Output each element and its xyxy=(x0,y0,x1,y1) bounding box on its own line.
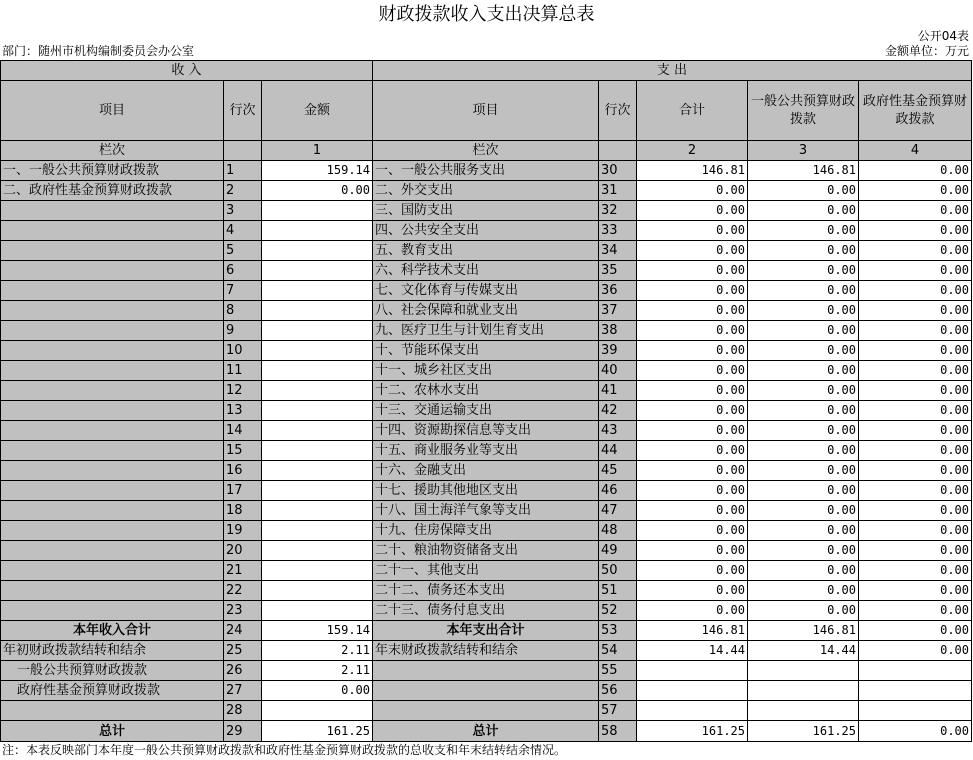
line-number: 27 xyxy=(224,681,262,701)
line-number: 9 xyxy=(224,321,262,341)
line-number: 39 xyxy=(599,341,637,361)
expense-item: 十四、资源勘探信息等支出 xyxy=(373,421,599,441)
expense-item: 十二、农林水支出 xyxy=(373,381,599,401)
carry-in-general-label: 一般公共预算财政拨款 xyxy=(1,661,224,681)
line-number: 26 xyxy=(224,661,262,681)
income-amount xyxy=(262,561,373,581)
expense-general: 0.00 xyxy=(748,481,859,501)
expense-fund: 0.00 xyxy=(859,581,972,601)
expense-item: 十八、国土海洋气象等支出 xyxy=(373,501,599,521)
line-number: 43 xyxy=(599,421,637,441)
table-row xyxy=(1,561,972,581)
expense-fund: 0.00 xyxy=(859,441,972,461)
expense-fund: 0.00 xyxy=(859,281,972,301)
expense-item: 八、社会保障和就业支出 xyxy=(373,301,599,321)
line-number: 3 xyxy=(224,201,262,221)
line-number: 58 xyxy=(599,721,637,742)
expense-item: 七、文化体育与传媒支出 xyxy=(373,281,599,301)
line-number: 30 xyxy=(599,161,637,181)
line-number: 12 xyxy=(224,381,262,401)
expense-item: 十三、交通运输支出 xyxy=(373,401,599,421)
carry-in-fund-amount: 0.00 xyxy=(262,681,373,701)
expense-total-fund: 0.00 xyxy=(859,621,972,641)
col-general-header: 一般公共预算财政拨款 xyxy=(748,81,859,141)
line-number: 11 xyxy=(224,361,262,381)
income-total-amount: 159.14 xyxy=(262,621,373,641)
expense-item: 二十三、债务付息支出 xyxy=(373,601,599,621)
carry-out-fund: 0.00 xyxy=(859,641,972,661)
carry-out-general: 14.44 xyxy=(748,641,859,661)
income-header: 收 入 xyxy=(1,61,373,81)
income-amount xyxy=(262,261,373,281)
expense-fund: 0.00 xyxy=(859,601,972,621)
expense-fund: 0.00 xyxy=(859,361,972,381)
income-amount xyxy=(262,601,373,621)
income-amount xyxy=(262,381,373,401)
carry-in-general-amount: 2.11 xyxy=(262,661,373,681)
income-item xyxy=(1,281,224,301)
expense-total: 0.00 xyxy=(637,281,748,301)
carry-in-label: 年初财政拨款结转和结余 xyxy=(1,641,224,661)
carry-out-total: 14.44 xyxy=(637,641,748,661)
line-number: 13 xyxy=(224,401,262,421)
income-amount xyxy=(262,581,373,601)
expense-item: 十七、援助其他地区支出 xyxy=(373,481,599,501)
grand-total-fund: 0.00 xyxy=(859,721,972,742)
expense-total: 0.00 xyxy=(637,361,748,381)
line-number: 42 xyxy=(599,401,637,421)
expense-fund: 0.00 xyxy=(859,561,972,581)
line-number: 44 xyxy=(599,441,637,461)
income-item xyxy=(1,301,224,321)
line-number: 46 xyxy=(599,481,637,501)
line-number: 5 xyxy=(224,241,262,261)
table-row xyxy=(1,201,972,221)
expense-general: 0.00 xyxy=(748,321,859,341)
expense-fund: 0.00 xyxy=(859,521,972,541)
expense-item: 四、公共安全支出 xyxy=(373,221,599,241)
expense-total: 0.00 xyxy=(637,481,748,501)
line-number: 2 xyxy=(224,181,262,201)
income-amount: 0.00 xyxy=(262,181,373,201)
income-item xyxy=(1,521,224,541)
income-total-label: 本年收入合计 xyxy=(1,621,224,641)
line-number: 6 xyxy=(224,261,262,281)
expense-item: 十六、金融支出 xyxy=(373,461,599,481)
income-amount xyxy=(262,221,373,241)
expense-total: 0.00 xyxy=(637,541,748,561)
income-amount xyxy=(262,341,373,361)
table-row xyxy=(1,341,972,361)
income-item: 二、政府性基金预算财政拨款 xyxy=(1,181,224,201)
table-row xyxy=(1,501,972,521)
expense-item: 十、节能环保支出 xyxy=(373,341,599,361)
income-item xyxy=(1,501,224,521)
expense-total: 0.00 xyxy=(637,601,748,621)
table-row xyxy=(1,441,972,461)
table-row xyxy=(1,421,972,441)
expense-general: 0.00 xyxy=(748,361,859,381)
line-number: 34 xyxy=(599,241,637,261)
expense-total: 0.00 xyxy=(637,441,748,461)
expense-total: 0.00 xyxy=(637,381,748,401)
expense-total-amount: 146.81 xyxy=(637,621,748,641)
carry-in-amount: 2.11 xyxy=(262,641,373,661)
line-number: 10 xyxy=(224,341,262,361)
expense-general: 0.00 xyxy=(748,341,859,361)
income-item xyxy=(1,601,224,621)
expense-general: 0.00 xyxy=(748,521,859,541)
expense-total: 0.00 xyxy=(637,201,748,221)
table-row xyxy=(1,541,972,561)
line-number: 53 xyxy=(599,621,637,641)
expense-general: 0.00 xyxy=(748,241,859,261)
income-amount xyxy=(262,481,373,501)
line-number: 40 xyxy=(599,361,637,381)
line-number: 20 xyxy=(224,541,262,561)
income-amount xyxy=(262,501,373,521)
expense-total: 0.00 xyxy=(637,521,748,541)
expense-item: 十一、城乡社区支出 xyxy=(373,361,599,381)
col-index-1: 1 xyxy=(262,141,373,161)
expense-fund: 0.00 xyxy=(859,161,972,181)
expense-general: 146.81 xyxy=(748,161,859,181)
expense-item: 一、一般公共服务支出 xyxy=(373,161,599,181)
expense-general: 0.00 xyxy=(748,221,859,241)
income-item xyxy=(1,541,224,561)
expense-fund: 0.00 xyxy=(859,181,972,201)
expense-total-general: 146.81 xyxy=(748,621,859,641)
income-item xyxy=(1,421,224,441)
line-number: 8 xyxy=(224,301,262,321)
report-title: 财政拨款收入支出决算总表 xyxy=(378,4,595,25)
expense-fund: 0.00 xyxy=(859,481,972,501)
line-number: 17 xyxy=(224,481,262,501)
expense-total-label: 本年支出合计 xyxy=(373,621,599,641)
line-number: 16 xyxy=(224,461,262,481)
line-number: 19 xyxy=(224,521,262,541)
income-item xyxy=(1,581,224,601)
expense-total: 0.00 xyxy=(637,321,748,341)
footnote: 注：本表反映部门本年度一般公共预算财政拨款和政府性基金预算财政拨款的总收支和年末结转结余情况。 xyxy=(2,743,567,757)
table-row xyxy=(1,261,972,281)
expense-fund: 0.00 xyxy=(859,401,972,421)
expense-general: 0.00 xyxy=(748,581,859,601)
income-item xyxy=(1,441,224,461)
expense-fund: 0.00 xyxy=(859,381,972,401)
col-line2-header: 行次 xyxy=(599,81,637,141)
expense-general: 0.00 xyxy=(748,381,859,401)
expense-general: 0.00 xyxy=(748,541,859,561)
line-number: 7 xyxy=(224,281,262,301)
income-item xyxy=(1,561,224,581)
expense-general: 0.00 xyxy=(748,281,859,301)
expense-fund: 0.00 xyxy=(859,341,972,361)
line-number: 48 xyxy=(599,521,637,541)
line-number: 56 xyxy=(599,681,637,701)
income-amount xyxy=(262,281,373,301)
expense-item: 二十二、债务还本支出 xyxy=(373,581,599,601)
line-number: 52 xyxy=(599,601,637,621)
grand-total-expense-label: 总计 xyxy=(373,721,599,742)
expense-fund: 0.00 xyxy=(859,301,972,321)
form-code: 公开04表 xyxy=(917,29,969,43)
col-label: 栏次 xyxy=(1,141,224,161)
expense-fund: 0.00 xyxy=(859,461,972,481)
income-item xyxy=(1,321,224,341)
line-number: 47 xyxy=(599,501,637,521)
expense-total: 0.00 xyxy=(637,401,748,421)
line-number: 22 xyxy=(224,581,262,601)
line-number: 29 xyxy=(224,721,262,742)
expense-total: 0.00 xyxy=(637,221,748,241)
col-index-3: 3 xyxy=(748,141,859,161)
grand-total-general: 161.25 xyxy=(748,721,859,742)
expense-general: 0.00 xyxy=(748,401,859,421)
income-amount: 159.14 xyxy=(262,161,373,181)
income-item xyxy=(1,361,224,381)
col-index-2: 2 xyxy=(637,141,748,161)
expense-total: 0.00 xyxy=(637,581,748,601)
expense-general: 0.00 xyxy=(748,601,859,621)
income-item xyxy=(1,461,224,481)
income-item xyxy=(1,341,224,361)
expense-item: 六、科学技术支出 xyxy=(373,261,599,281)
expense-item: 九、医疗卫生与计划生育支出 xyxy=(373,321,599,341)
expense-total: 146.81 xyxy=(637,161,748,181)
carry-out-label: 年末财政拨款结转和结余 xyxy=(373,641,599,661)
line-number: 14 xyxy=(224,421,262,441)
income-item xyxy=(1,241,224,261)
income-item xyxy=(1,401,224,421)
expense-item: 十九、住房保障支出 xyxy=(373,521,599,541)
expense-item: 十五、商业服务业等支出 xyxy=(373,441,599,461)
expense-fund: 0.00 xyxy=(859,201,972,221)
col-line-header: 行次 xyxy=(224,81,262,141)
line-number: 21 xyxy=(224,561,262,581)
line-number: 54 xyxy=(599,641,637,661)
expense-general: 0.00 xyxy=(748,301,859,321)
expense-general: 0.00 xyxy=(748,181,859,201)
income-amount xyxy=(262,321,373,341)
line-number: 38 xyxy=(599,321,637,341)
line-number: 45 xyxy=(599,461,637,481)
line-number: 51 xyxy=(599,581,637,601)
table-row xyxy=(1,461,972,481)
table-row xyxy=(1,521,972,541)
expense-fund: 0.00 xyxy=(859,541,972,561)
expense-total: 0.00 xyxy=(637,301,748,321)
expense-total: 0.00 xyxy=(637,241,748,261)
unit-label: 金额单位：万元 xyxy=(884,44,969,58)
income-item xyxy=(1,201,224,221)
expense-fund: 0.00 xyxy=(859,501,972,521)
col-amount-header: 金额 xyxy=(262,81,373,141)
line-number: 24 xyxy=(224,621,262,641)
line-number: 32 xyxy=(599,201,637,221)
income-item xyxy=(1,261,224,281)
expense-general: 0.00 xyxy=(748,461,859,481)
line-number: 4 xyxy=(224,221,262,241)
expense-total: 0.00 xyxy=(637,181,748,201)
line-number: 41 xyxy=(599,381,637,401)
table-row xyxy=(1,241,972,261)
expense-general: 0.00 xyxy=(748,421,859,441)
line-number: 55 xyxy=(599,661,637,681)
line-number: 37 xyxy=(599,301,637,321)
expense-total: 0.00 xyxy=(637,261,748,281)
expense-total: 0.00 xyxy=(637,461,748,481)
expense-total: 0.00 xyxy=(637,501,748,521)
expense-item: 五、教育支出 xyxy=(373,241,599,261)
expense-general: 0.00 xyxy=(748,501,859,521)
expense-general: 0.00 xyxy=(748,441,859,461)
col-total-header: 合计 xyxy=(637,81,748,141)
expense-fund: 0.00 xyxy=(859,321,972,341)
table-row xyxy=(1,281,972,301)
expense-item: 二十、粮油物资储备支出 xyxy=(373,541,599,561)
income-item xyxy=(1,221,224,241)
table-row xyxy=(1,601,972,621)
line-number: 15 xyxy=(224,441,262,461)
expense-general: 0.00 xyxy=(748,561,859,581)
expense-header: 支 出 xyxy=(373,61,972,81)
income-amount xyxy=(262,461,373,481)
col-item2-header: 项目 xyxy=(373,81,599,141)
line-number: 18 xyxy=(224,501,262,521)
expense-general: 0.00 xyxy=(748,261,859,281)
income-amount xyxy=(262,301,373,321)
income-amount xyxy=(262,541,373,561)
grand-total-income: 161.25 xyxy=(262,721,373,742)
expense-item: 三、国防支出 xyxy=(373,201,599,221)
col-label-2: 栏次 xyxy=(373,141,599,161)
line-number: 1 xyxy=(224,161,262,181)
table-row xyxy=(1,221,972,241)
income-amount xyxy=(262,441,373,461)
expense-item: 二、外交支出 xyxy=(373,181,599,201)
budget-table xyxy=(0,60,972,742)
col-item-header: 项目 xyxy=(1,81,224,141)
line-number: 49 xyxy=(599,541,637,561)
table-row xyxy=(1,481,972,501)
expense-item: 二十一、其他支出 xyxy=(373,561,599,581)
table-row xyxy=(1,381,972,401)
income-amount xyxy=(262,521,373,541)
income-amount xyxy=(262,241,373,261)
line-number: 35 xyxy=(599,261,637,281)
income-item xyxy=(1,481,224,501)
table-row xyxy=(1,321,972,341)
department-label: 部门：随州市机构编制委员会办公室 xyxy=(2,44,195,58)
income-amount xyxy=(262,201,373,221)
line-number: 50 xyxy=(599,561,637,581)
col-index-4: 4 xyxy=(859,141,972,161)
expense-general: 0.00 xyxy=(748,201,859,221)
income-amount xyxy=(262,361,373,381)
table-row xyxy=(1,161,972,181)
grand-total-expense: 161.25 xyxy=(637,721,748,742)
expense-fund: 0.00 xyxy=(859,261,972,281)
table-row xyxy=(1,181,972,201)
line-number: 57 xyxy=(599,701,637,721)
line-number: 36 xyxy=(599,281,637,301)
income-amount xyxy=(262,421,373,441)
line-number: 23 xyxy=(224,601,262,621)
income-item: 一、一般公共预算财政拨款 xyxy=(1,161,224,181)
expense-total: 0.00 xyxy=(637,421,748,441)
expense-fund: 0.00 xyxy=(859,221,972,241)
line-number: 25 xyxy=(224,641,262,661)
expense-total: 0.00 xyxy=(637,341,748,361)
income-amount xyxy=(262,401,373,421)
line-number: 33 xyxy=(599,221,637,241)
table-row xyxy=(1,361,972,381)
table-row xyxy=(1,581,972,601)
table-row xyxy=(1,301,972,321)
line-number: 31 xyxy=(599,181,637,201)
expense-fund: 0.00 xyxy=(859,241,972,261)
income-item xyxy=(1,381,224,401)
carry-in-fund-label: 政府性基金预算财政拨款 xyxy=(1,681,224,701)
expense-total: 0.00 xyxy=(637,561,748,581)
col-fund-header: 政府性基金预算财政拨款 xyxy=(859,81,972,141)
grand-total-label: 总计 xyxy=(1,721,224,742)
table-row xyxy=(1,401,972,421)
expense-fund: 0.00 xyxy=(859,421,972,441)
line-number: 28 xyxy=(224,701,262,721)
